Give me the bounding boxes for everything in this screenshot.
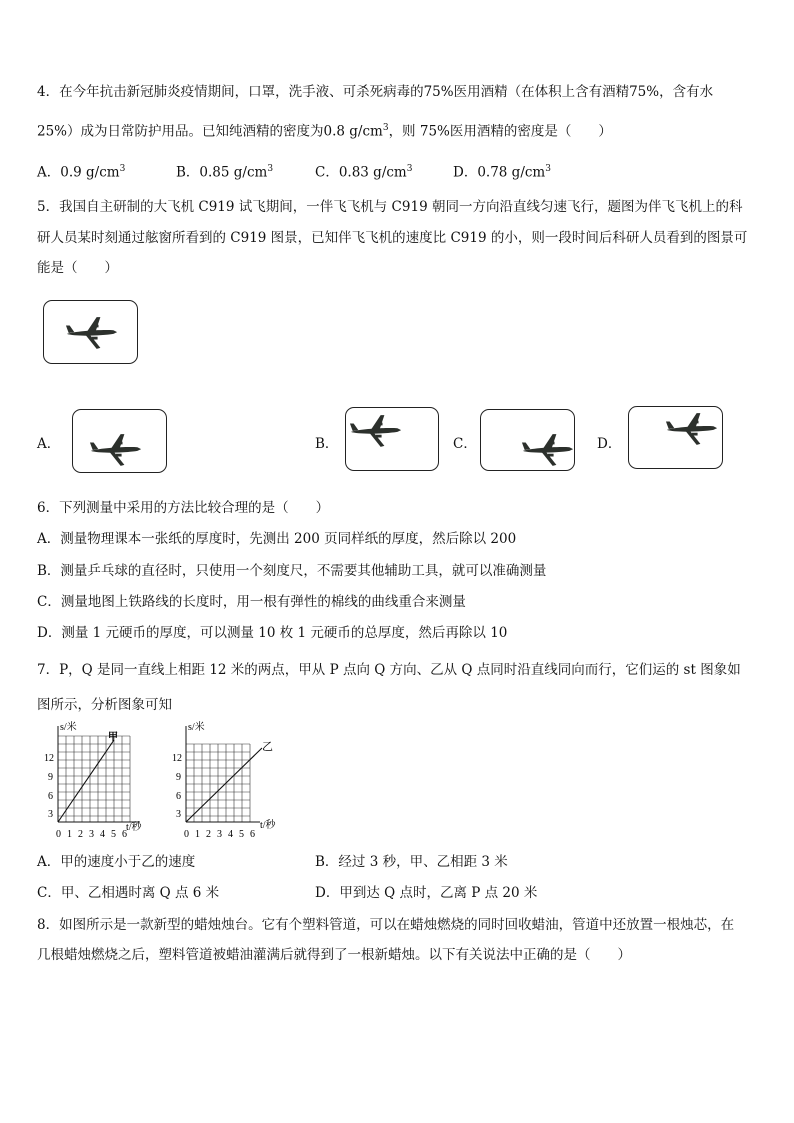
x-axis-label: t/秒	[260, 820, 276, 831]
graph-grid	[58, 736, 130, 822]
graph-grid	[186, 744, 250, 822]
q5-option-b-window[interactable]	[345, 407, 439, 471]
airplane-icon	[665, 409, 719, 449]
q5-option-b-label[interactable]: B．	[315, 436, 339, 452]
airplane-icon	[521, 430, 575, 470]
y-tick: 9	[48, 772, 53, 783]
q6-option-c[interactable]: C．测量地图上铁路线的长度时，用一根有弹性的棉线的曲线重合来测量	[37, 594, 466, 610]
q7-stem-line1: 7．P，Q 是同一直线上相距 12 米的两点，甲从 P 点向 Q 方向、乙从 Q 点同时沿直线同向而行，它们运的 st 图象如	[37, 662, 741, 678]
q5-option-a-window[interactable]	[72, 409, 167, 473]
q5-option-d-window[interactable]	[628, 406, 723, 469]
y-tick: 3	[48, 809, 53, 820]
q7-option-b[interactable]: B．经过 3 秒，甲、乙相距 3 米	[315, 854, 508, 870]
q7-option-d[interactable]: D．甲到达 Q 点时，乙离 P 点 20 米	[315, 885, 538, 901]
x-tick: 1	[195, 829, 200, 840]
q5-stem-line2: 研人员某时刻通过舷窗所看到的 C919 图景，已知伴飞飞机的速度比 C919 的小，则一段时间后科研人员看到的图景可	[37, 230, 748, 246]
x-tick: 0	[184, 829, 189, 840]
q6-stem: 6．下列测量中采用的方法比较合理的是（ ）	[37, 500, 330, 516]
q5-stem-line1: 5．我国自主研制的大飞机 C919 试飞期间，一伴飞飞机与 C919 朝同一方向沿直线匀速飞行，题图为伴飞飞机上的科	[37, 199, 743, 215]
q5-option-c-window[interactable]	[480, 409, 575, 471]
x-tick: 2	[206, 829, 211, 840]
q4-option-a[interactable]: A．0.9 $g/cm^3$	[37, 164, 126, 181]
q5-option-d-label[interactable]: D．	[597, 436, 622, 452]
x-tick: 2	[78, 829, 83, 840]
q5-option-a-label[interactable]: A．	[37, 436, 61, 452]
q8-stem-line2: 几根蜡烛燃烧之后，塑料管道被蜡油灌满后就得到了一根新蜡烛。以下有关说法中正确的是（ ）	[37, 947, 631, 963]
x-tick: 3	[217, 829, 222, 840]
st-graph-yi	[168, 718, 288, 842]
y-tick: 6	[176, 791, 181, 802]
q7-option-c[interactable]: C．甲、乙相遇时离 Q 点 6 米	[37, 885, 220, 901]
q7-stem-line2: 图所示，分析图象可知	[37, 697, 172, 713]
q4-option-d[interactable]: D．0.78 $g/cm^3$	[453, 164, 551, 181]
x-axis-label: t/秒	[126, 822, 142, 833]
x-tick: 4	[228, 829, 233, 840]
x-tick: 3	[89, 829, 94, 840]
x-tick: 1	[67, 829, 72, 840]
y-tick: 12	[44, 753, 54, 764]
q4-option-b[interactable]: B．0.85 $g/cm^3$	[176, 164, 274, 181]
y-axis-label: s/米	[188, 722, 205, 733]
q5-option-c-label[interactable]: C．	[453, 436, 477, 452]
series-label-jia: 甲	[108, 732, 118, 743]
series-label-yi: 乙	[262, 741, 273, 753]
y-tick: 3	[176, 809, 181, 820]
y-tick: 6	[48, 791, 53, 802]
q4-stem-line1: 4．在今年抗击新冠肺炎疫情期间，口罩，洗手液、可杀死病毒的75%医用酒精（在体积上含有酒精75%，含有水	[37, 84, 714, 100]
x-tick: 0	[56, 829, 61, 840]
y-tick: 9	[176, 772, 181, 783]
y-tick: 12	[172, 753, 182, 764]
x-tick: 6	[122, 829, 127, 840]
q5-reference-window	[43, 300, 138, 364]
airplane-icon	[65, 313, 119, 353]
q7-option-a[interactable]: A．甲的速度小于乙的速度	[37, 854, 196, 870]
y-axis-label: s/米	[60, 722, 77, 733]
series-line-yi	[186, 748, 262, 822]
q4-option-c[interactable]: C．0.83 $g/cm^3$	[315, 164, 413, 181]
x-tick: 5	[111, 829, 116, 840]
x-tick: 6	[250, 829, 255, 840]
q6-option-b[interactable]: B．测量乒乓球的直径时，只使用一个刻度尺，不需要其他辅助工具，就可以准确测量	[37, 563, 547, 579]
x-tick: 4	[100, 829, 105, 840]
q4-stem-line2: 25%）成为日常防护用品。已知纯酒精的密度为0.8 $g/cm^3$，则 75%医用酒精的密度是（ ）	[37, 123, 612, 140]
x-tick: 5	[239, 829, 244, 840]
q6-option-d[interactable]: D．测量 1 元硬币的厚度，可以测量 10 枚 1 元硬币的总厚度，然后再除以 10	[37, 625, 508, 641]
airplane-icon	[349, 411, 403, 451]
q6-option-a[interactable]: A．测量物理课本一张纸的厚度时，先测出 200 页同样纸的厚度，然后除以 200	[37, 531, 517, 547]
airplane-icon	[89, 430, 143, 470]
st-graph-jia	[40, 718, 150, 842]
q8-stem-line1: 8．如图所示是一款新型的蜡烛烛台。它有个塑料管道，可以在蜡烛燃烧的同时回收蜡油，管道中还放置一根烛芯，在	[37, 917, 735, 933]
q5-stem-line3: 能是（ ）	[37, 260, 118, 276]
